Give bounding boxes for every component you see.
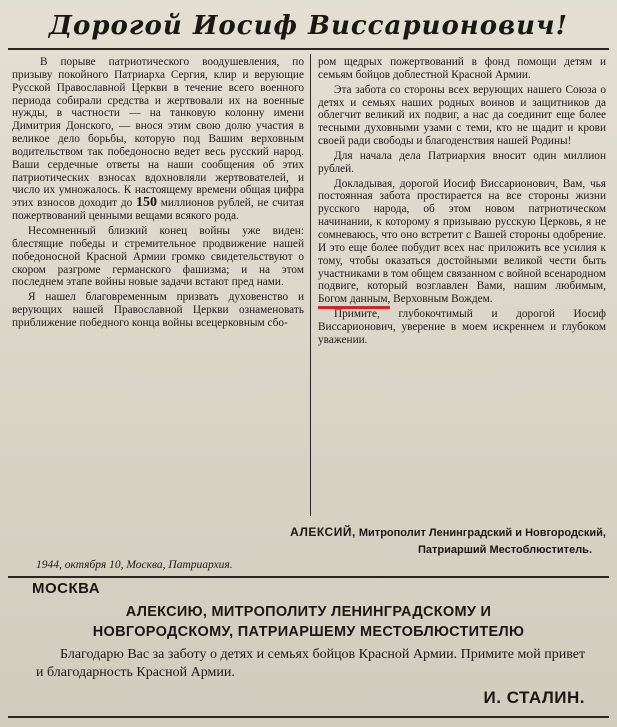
bottom-rule xyxy=(8,716,609,718)
telegram-text: Благодарю Вас за заботу о детях и семьях бойцов Красной Армии. Примите мой привет и благодарность Красной Армии. xyxy=(36,647,586,680)
donation-amount: 150 xyxy=(136,195,157,211)
right-paragraph-2: Эта забота со стороны всех верующих нашего Союза о детях и семьях наших родных воинов и защитников да облегчит великий их подвиг, а нас да соединит еще более тесными духовными узами с теми, кто не щадит и крови своей ради свободы и благоденствия нашей Родины! xyxy=(318,83,606,148)
column-divider xyxy=(310,54,311,516)
headline: Дорогой Иосиф Виссарионович! xyxy=(48,11,569,41)
right-column xyxy=(318,56,606,349)
letter-signature xyxy=(176,524,606,559)
left-p1-text-b: миллионов рублей, не считая пожертвований ценными вещами всякого рода. xyxy=(12,197,304,223)
right-p4-text-b: Верховным Вождем. xyxy=(390,293,493,306)
telegram-address xyxy=(8,602,609,642)
telegram-signature: И. СТАЛИН. xyxy=(483,688,585,707)
signer-name: АЛЕКСИЙ, xyxy=(290,525,356,539)
telegram-body xyxy=(36,646,596,682)
signer-title-1: Митрополит Ленинградский и Новгородский, xyxy=(358,527,606,539)
right-p4-text-a: Докладывая, дорогой Иосиф Виссарионович, Вам, чья постоянная забота простирается на все стороны жизни русского народа, об этом новом патриотическом начинании, к которому я призываю русскую Церковь, я не сомневаюсь, что оно встретит с Вашей стороны одобрение. И это еще более побудит всех нас приложить все усилия к тому, чтобы оказаться достойными великой чести быть участниками в том общем связанном с войной всенародном подвиге, который возглавлен Вами, нашим любимым, xyxy=(318,177,606,293)
dateline: 1944, октября 10, Москва, Патриархия. xyxy=(36,559,233,571)
article-frame xyxy=(8,6,609,720)
left-paragraph-3: Я нашел благовременным призвать духовенство и верующих нашей Православной Церкви ознаменовать приближение победного конца войны всецерковным сбо- xyxy=(12,291,304,329)
underlined-phrase: Богом данным, xyxy=(318,293,390,309)
signer-title-2: Патриарший Местоблюститель. xyxy=(417,544,592,556)
top-rule xyxy=(8,48,609,50)
left-paragraph-1 xyxy=(12,56,304,223)
left-paragraph-2: Несомненный близкий конец войны уже виден: блестящие победы и стремительное продвижение нашей победоносной Красной Армии громко свидетельствуют о скором разгроме германского фашизма; и на этом последнем этапе войны новые задачи встают пред нами. xyxy=(12,224,304,289)
right-paragraph-5: Примите, глубокочтимый и дорогой Иосиф Виссарионович, уверение в моем искреннем и глубоком уважении. xyxy=(318,308,606,346)
left-p1-text-a: В порыве патриотического воодушевления, по призыву покойного Патриарха Сергия, клир и верующие Русской Православной Церкви в течение всего военного периода собирали средства и жертвовали их на военные нужды, в частности — на танковую колонну имени Димитрия Донского, — внося этим свою долю участия в великое дело борьбы, которую под Вашим верховным водительством так победоносно ведет весь русский народ. Ваши сердечные ответы на наши сообщения об этих патриотических взносах вдохновляли жертвователей, и число их умножалось. К настоящему времени общая цифра этих взносов доходит до xyxy=(12,56,304,210)
telegram-address-line-1: АЛЕКСИЮ, МИТРОПОЛИТУ ЛЕНИНГРАДСКОМУ И xyxy=(125,604,492,620)
right-paragraph-3: Для начала дела Патриархия вносит один миллион рублей. xyxy=(318,149,606,175)
signature-line-1 xyxy=(176,524,606,542)
right-paragraph-4 xyxy=(318,178,606,306)
telegram-city: МОСКВА xyxy=(32,580,101,597)
middle-rule xyxy=(8,576,609,578)
left-column xyxy=(12,56,304,332)
telegram-address-line-2: НОВГОРОДСКОМУ, ПАТРИАРШЕМУ МЕСТОБЛЮСТИТЕЛЮ xyxy=(92,624,525,640)
right-paragraph-1: ром щедрых пожертвований в фонд помощи детям и семьям бойцов доблестной Красной Армии. xyxy=(318,56,606,81)
